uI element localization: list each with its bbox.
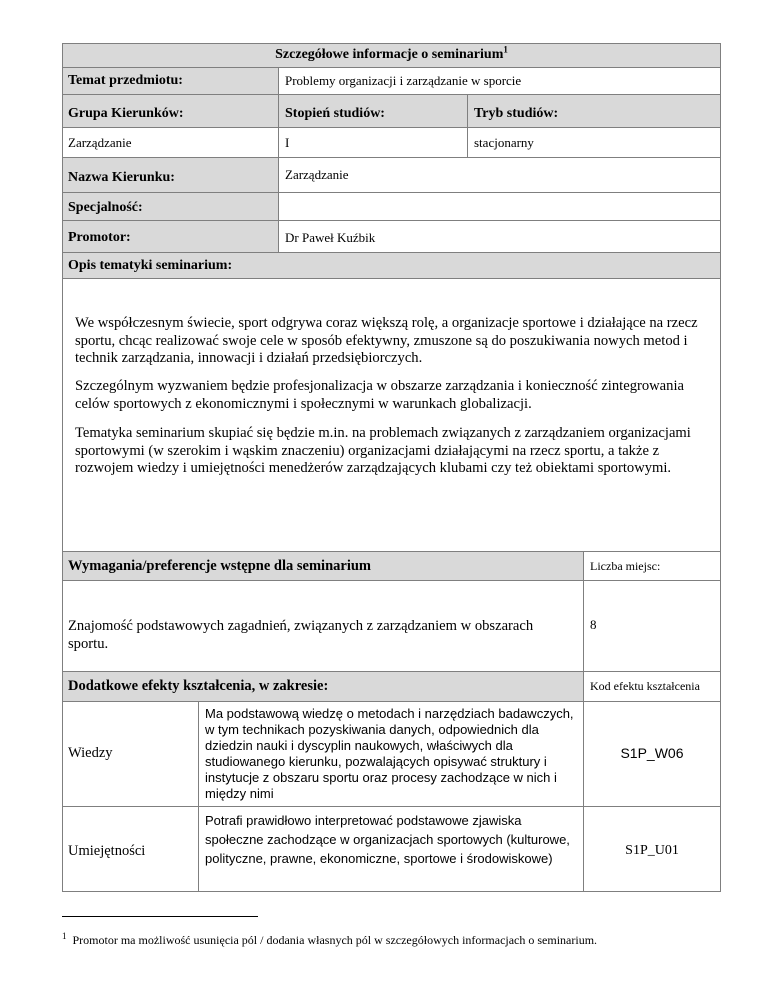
promotor-label: Promotor: [68, 230, 131, 245]
specjalnosc-value-cell [278, 192, 721, 221]
umiej-text: Potrafi prawidłowo interpretować podstawowe zjawiska społeczne zachodzące w organizacjach sportowych (kulturowe, polityczne, prawne, ekonomiczne, sportowe i środowiskowe) [205, 813, 570, 866]
stopien-value: I [285, 135, 290, 150]
stopien-label: Stopień studiów: [285, 106, 385, 121]
opis-paragraph-3: Tematyka seminarium skupiać się będzie m.in. na problemach związanych z zarządzaniem organizacjami sportowymi (w szerokim i wąskim znaczeniu) organizacjami działającymi na rzecz sportu, a także z rozwojem wiedzy i umiejętności menedżerów zarządzających klubami czy też obiektami sportowymi. [75, 425, 691, 476]
umiej-kod: S1P_U01 [625, 843, 679, 858]
tryb-label: Tryb studiów: [474, 106, 559, 121]
specjalnosc-label: Specjalność: [68, 200, 143, 215]
wiedzy-text: Ma podstawową wiedzę o metodach i narzędziach badawczych, w tym technikach pozyskiwania danych, odpowiednich dla dziedzin nauki i dyscyplin naukowych, właściwych dla studiowanego kierunku, pozwalających opisywać struktury i instytucje z obszaru sportu oraz procesy zachodzące w nich i między nimi [205, 706, 574, 801]
temat-label: Temat przedmiotu: [68, 73, 183, 88]
liczba-label: Liczba miejsc: [590, 559, 661, 573]
wymagania-label: Wymagania/preferencje wstępne dla seminarium [68, 558, 371, 574]
opis-paragraph-2: Szczególnym wyzwaniem będzie profesjonalizacja w obszarze zarządzania i konieczność zintegrowania celów sportowych z ekonomicznymi i społecznymi w warunkach globalizacji. [75, 378, 684, 412]
temat-value: Problemy organizacji i zarządzanie w sporcie [285, 73, 522, 88]
footnote [62, 932, 597, 948]
wiedzy-kod: S1P_W06 [620, 745, 684, 761]
grupa-value: Zarządzanie [68, 135, 132, 150]
footnote-divider [62, 916, 258, 917]
grupa-label: Grupa Kierunków: [68, 106, 184, 121]
liczba-value-cell [583, 580, 721, 672]
opis-paragraph-1: We współczesnym świecie, sport odgrywa coraz większą rolę, a organizacje sportowe i działające na rzecz sportu, chcąc realizować swoje cele w sposób efektywny, zmuszone są do poszukiwania nowych metod i technik zarządzania, innowacji i działań przedsiębiorczych. [75, 315, 698, 366]
tryb-value: stacjonarny [474, 135, 534, 150]
nazwa-value: Zarządzanie [285, 167, 349, 182]
promotor-value: Dr Paweł Kuźbik [285, 230, 376, 245]
footnote-mark: 1 [62, 931, 67, 941]
kod-label: Kod efektu kształcenia [590, 679, 700, 693]
wiedzy-label: Wiedzy [68, 745, 113, 761]
nazwa-label: Nazwa Kierunku: [68, 170, 175, 185]
page-title: Szczegółowe informacje o seminarium$^1$ [275, 44, 508, 62]
stopien-value-cell [278, 127, 468, 158]
wymagania-text: Znajomość podstawowych zagadnień, związanych z zarządzaniem w obszarach sportu. [68, 618, 534, 652]
opis-label: Opis tematyki seminarium: [68, 258, 233, 273]
efekty-label: Dodatkowe efekty kształcenia, w zakresie: [68, 678, 329, 694]
footnote-reference: 1 [503, 44, 508, 55]
liczba-value: 8 [590, 617, 597, 632]
umiej-label: Umiejętności [68, 843, 146, 859]
footnote-text: Promotor ma możliwość usunięcia pól / dodania własnych pól w szczegółowych informacjach o seminarium. [72, 933, 598, 947]
